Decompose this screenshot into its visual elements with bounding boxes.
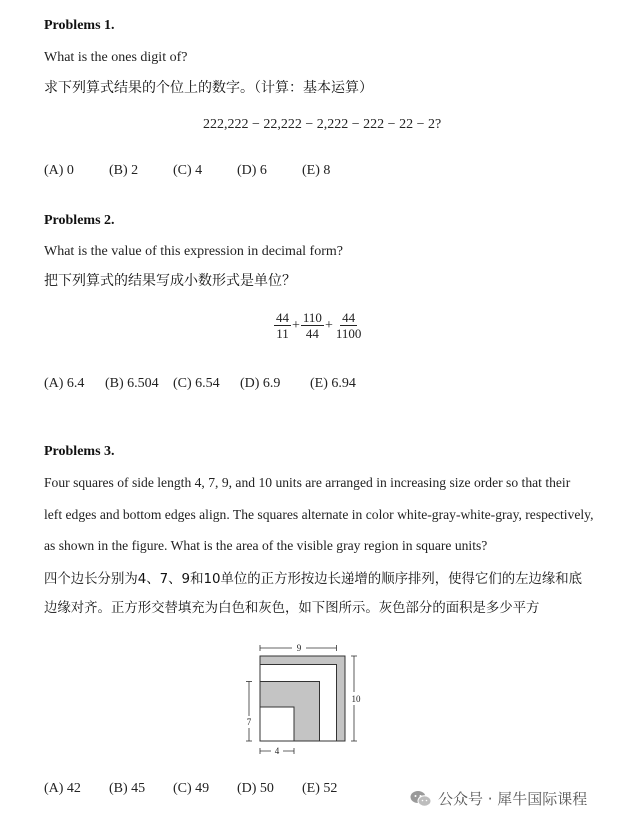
- fraction-1: [274, 310, 291, 341]
- choice-c[interactable]: (C) 49: [173, 781, 210, 796]
- fraction-3-numerator: 44: [342, 310, 356, 325]
- choice-e[interactable]: (E) 8: [302, 163, 331, 178]
- choice-e[interactable]: (E) 6.94: [310, 376, 356, 391]
- label-7: 7: [246, 717, 252, 727]
- fraction-3: [334, 310, 364, 341]
- fraction-1-numerator: 44: [276, 310, 289, 325]
- square-4-white: [260, 707, 294, 741]
- choice-a[interactable]: (A) 0: [44, 163, 74, 178]
- problem-2-question-zh: 把下列算式的结果写成小数形式是单位？: [44, 273, 296, 289]
- problem-3-title: Problems 3.: [44, 444, 115, 459]
- fraction-3-denominator: 1100: [335, 326, 362, 341]
- plus-sign: +: [324, 317, 333, 333]
- choice-d[interactable]: (D) 6: [237, 163, 267, 178]
- label-9: 9: [296, 643, 302, 653]
- choice-a[interactable]: (A) 42: [44, 781, 81, 796]
- fraction-1-denominator: 11: [276, 326, 289, 341]
- squares-figure: [240, 636, 370, 760]
- choice-d[interactable]: (D) 6.9: [240, 376, 281, 391]
- plus-sign: +: [292, 317, 300, 333]
- wechat-icon: [410, 790, 432, 808]
- choice-d[interactable]: (D) 50: [237, 781, 274, 796]
- problem-1-expression: 222,222 − 22,222 − 2,222 − 222 − 22 − 2?: [203, 117, 442, 132]
- problem-3-question-en-line-1: Four squares of side length 4, 7, 9, and 10 units are arranged in increasing size order so that their: [44, 475, 571, 490]
- choice-b[interactable]: (B) 6.504: [105, 376, 159, 391]
- problem-2-expression: [274, 310, 363, 341]
- problem-3-question-zh-line-1: 四个边长分别为4、7、9和10单位的正方形按边长递增的顺序排列，使得它们的左边缘和底: [44, 572, 583, 587]
- choice-b[interactable]: (B) 2: [109, 163, 139, 178]
- choice-c[interactable]: (C) 6.54: [173, 376, 220, 391]
- choice-e[interactable]: (E) 52: [302, 781, 338, 796]
- choice-b[interactable]: (B) 45: [109, 781, 146, 796]
- problem-3-question-zh-line-2: 边缘对齐。正方形交替填充为白色和灰色，如下图所示。灰色部分的面积是多少平方: [44, 601, 540, 616]
- problem-1-title: Problems 1.: [44, 18, 115, 33]
- problem-1-question-zh: 求下列算式结果的个位上的数字。（计算：基本运算）: [44, 80, 373, 96]
- fraction-2: [301, 310, 324, 341]
- label-4: 4: [274, 746, 280, 756]
- problem-2-title: Problems 2.: [44, 213, 115, 228]
- problem-3-question-en-line-2: left edges and bottom edges align. The squares alternate in color white-gray-white-gray, respectively,: [44, 507, 594, 522]
- watermark-text: 公众号 · 犀牛国际课程: [438, 790, 588, 808]
- problem-2-question-en: What is the value of this expression in decimal form?: [44, 244, 343, 259]
- fraction-2-numerator: 110: [302, 310, 322, 325]
- fraction-2-denominator: 44: [305, 326, 319, 341]
- choice-a[interactable]: (A) 6.4: [44, 376, 85, 391]
- problem-3-question-en-line-3: as shown in the figure. What is the area of the visible gray region in square units?: [44, 538, 488, 553]
- problem-1-question-en: What is the ones digit of?: [44, 50, 188, 65]
- choice-c[interactable]: (C) 4: [173, 163, 203, 178]
- label-10: 10: [351, 694, 361, 704]
- watermark: [410, 788, 587, 809]
